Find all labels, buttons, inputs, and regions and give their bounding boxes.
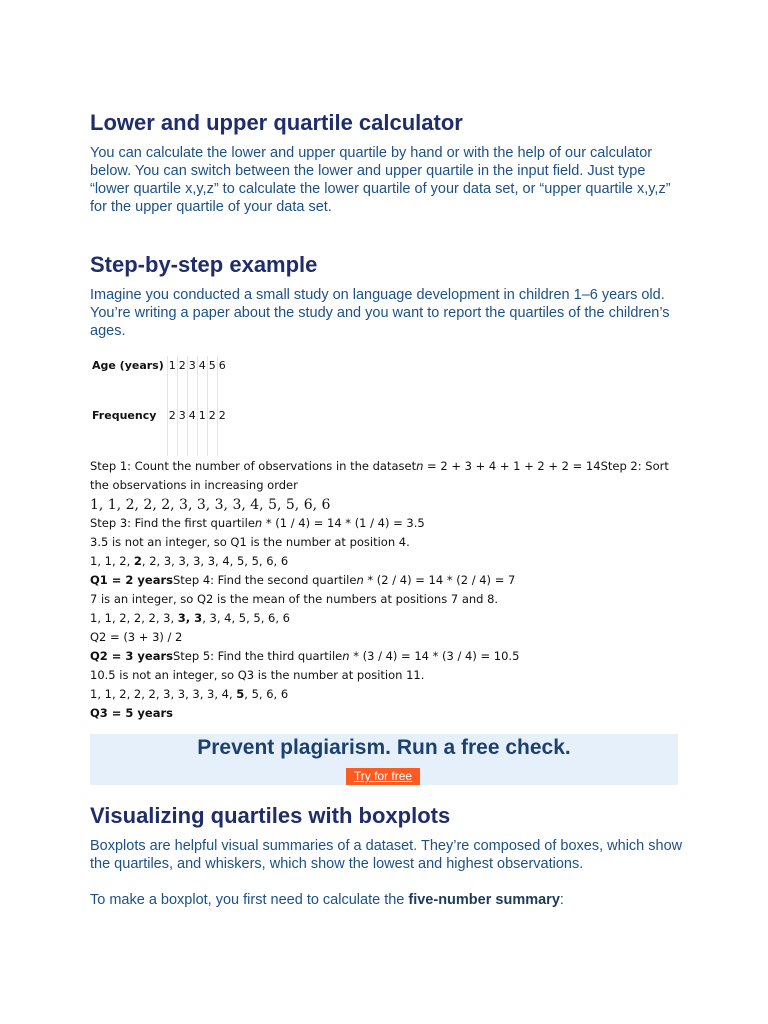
step1-equation: = 2 + 3 + 4 + 1 + 2 + 2 = 14 [423,459,601,473]
step-3-text [90,514,680,533]
step2-text: Step 2: Sort the observations in increasing order [90,459,669,492]
age-frequency-table [90,356,227,456]
list-part: , 5, 6, 6 [244,687,289,701]
list-separator: , [185,611,195,625]
step3-equation: * (1 / 4) = 14 * (1 / 4) = 3.5 [262,516,425,530]
q1-position-list [90,552,680,571]
boxplots-heading: Visualizing quartiles with boxplots [90,803,451,828]
step-3-note: 3.5 is not an integer, so Q1 is the number at position 4. [90,535,410,549]
example-paragraph: Imagine you conducted a small study on language development in children 1–6 years old. You’re writing a paper about the study and you want to report the quartiles of the children’s ages. [90,287,670,339]
list-part: , 3, 4, 5, 5, 6, 6 [202,611,290,625]
q2-result: Q2 = 3 years [90,649,173,663]
frequency-cell: 1 [197,406,207,456]
frequency-cell: 3 [177,406,187,456]
step1-text: Step 1: Count the number of observations in the dataset [90,459,417,473]
step-4-note: 7 is an integer, so Q2 is the mean of the numbers at positions 7 and 8. [90,592,499,606]
frequency-cell: 4 [187,406,197,456]
calculator-paragraph: You can calculate the lower and upper quartile by hand or with the help of our calculator below. You can switch between the lower and upper quartile in the input field. Just type “lower quartile x,y,z” to calculate the lower quartile of your data set, or “upper quartile x,y,z” for the upper quartile of your data set. [90,145,671,215]
colon: : [559,892,564,908]
q2-position-list [90,609,680,628]
step4-text: Step 4: Find the second quartile [173,573,357,587]
age-cell: 3 [187,356,197,406]
worked-steps [90,457,680,723]
q3-result-text: Q3 = 5 years [90,706,173,720]
step5-text: Step 5: Find the third quartile [173,649,343,663]
frequency-cell: 2 [167,406,177,456]
q2-highlight: 3 [194,611,203,625]
q1-result-step-4 [90,571,680,590]
five-number-paragraph [90,891,685,909]
list-part: 1, 1, 2, 2, 2, 3, 3, 3, 3, 4, [90,687,237,701]
age-cell: 6 [217,356,227,406]
try-for-free-button[interactable]: Try for free [346,768,420,785]
step4-equation: * (2 / 4) = 14 * (2 / 4) = 7 [363,573,516,587]
list-part: , 2, 3, 3, 3, 3, 4, 5, 5, 6, 6 [141,554,289,568]
five-number-intro: To make a boxplot, you first need to calculate the [90,892,409,908]
list-part: 1, 1, 2, [90,554,134,568]
q2-result-step-5 [90,647,680,666]
q3-highlight: 5 [236,687,245,701]
example-heading: Step-by-step example [90,252,318,277]
n-symbol: n [342,649,350,663]
step3-text: Step 3: Find the first quartile [90,516,255,530]
n-symbol: n [356,573,364,587]
five-number-term: five-number summary [408,892,560,908]
q1-highlight: 2 [133,554,142,568]
age-cell: 1 [167,356,177,406]
q3-result [90,704,680,723]
q2-highlight: 3 [177,611,186,625]
age-cell: 5 [207,356,217,406]
step-5-note: 10.5 is not an integer, so Q3 is the number at position 11. [90,668,425,682]
frequency-cell: 2 [217,406,227,456]
calculator-heading: Lower and upper quartile calculator [90,110,463,135]
sorted-list: 1, 1, 2, 2, 2, 3, 3, 3, 3, 4, 5, 5, 6, 6 [90,497,331,513]
q3-position-list [90,685,680,704]
age-cell: 2 [177,356,187,406]
age-header-cell: Age (years) [92,359,164,372]
age-cell: 4 [197,356,207,406]
table-row [90,356,227,406]
q1-result: Q1 = 2 years [90,573,173,587]
list-part: 1, 1, 2, 2, 2, 3, [90,611,178,625]
n-symbol: n [254,516,263,530]
plagiarism-banner [90,734,678,785]
n-symbol: n [416,459,424,473]
frequency-header-cell: Frequency [92,409,157,422]
boxplots-paragraph: Boxplots are helpful visual summaries of a dataset. They’re composed of boxes, which show the quartiles, and whiskers, which show the lowest and highest observations. [90,838,683,872]
banner-title: Prevent plagiarism. Run a free check. [197,736,571,759]
step-1-2-text [90,457,680,495]
q2-calculation: Q2 = (3 + 3) / 2 [90,630,183,644]
table-row [90,406,227,456]
frequency-cell: 2 [207,406,217,456]
step5-equation: * (3 / 4) = 14 * (3 / 4) = 10.5 [349,649,520,663]
